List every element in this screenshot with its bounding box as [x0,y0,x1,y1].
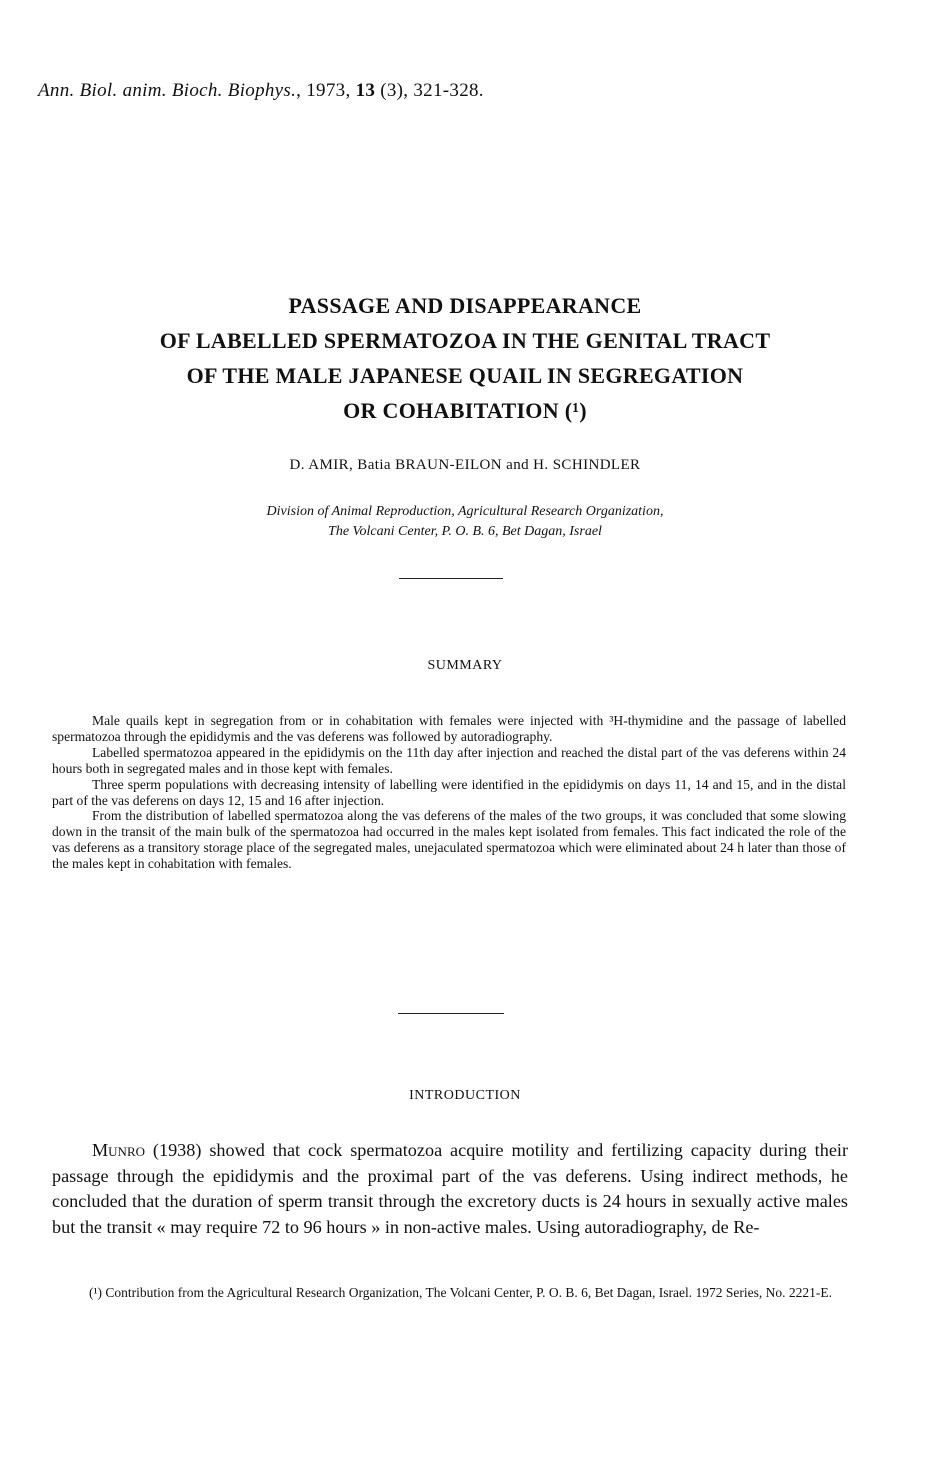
summary-heading: SUMMARY [427,658,503,673]
title-line-3: OF THE MALE JAPANESE QUAIL IN SEGREGATION [186,363,744,388]
summary-paragraph: Three sperm populations with decreasing intensity of labelling were identified in the epididymis on days 11, 14 and 15, and in the distal part of the vas deferens on days 12, 15 and 16 after injection. [52,776,846,808]
cited-author: Munro [92,1140,146,1160]
introduction-body [52,1138,848,1240]
citation-year: , 1973, [296,80,356,101]
affiliation-line-2: The Volcani Center, P. O. B. 6, Bet Dagan, Israel [328,524,602,539]
summary-paragraph: Male quails kept in segregation from or in cohabitation with females were injected with ³H-thymidine and the passage of labelled spermatozoa through the epididymis and the vas deferens was followed by autoradiography. [52,713,846,744]
citation-issue-pages: (3), 321-328. [375,80,484,101]
footnote-text: (¹) Contribution from the Agricultural Research Organization, The Volcani Center, P. O. B. 6, Bet Dagan, Israel. 1972 Series, No. 2221-E. [89,1285,832,1300]
journal-citation [38,80,484,102]
author-affiliation [0,502,930,542]
citation-volume: 13 [355,80,376,101]
summary-paragraph: Labelled spermatozoa appeared in the epididymis on the 11th day after injection and reached the distal part of the vas deferens within 24 hours both in segregated males and in those kept with females. [52,744,846,776]
title-line-2: OF LABELLED SPERMATOZOA IN THE GENITAL TRACT [159,328,771,353]
introduction-paragraph [52,1138,848,1240]
title-line-1: PASSAGE AND DISAPPEARANCE [288,293,642,318]
affiliation-line-1: Division of Animal Reproduction, Agricultural Research Organization, [266,504,664,519]
title-line-4: OR COHABITATION (¹) [343,398,587,423]
summary-paragraph: From the distribution of labelled spermatozoa along the vas deferens of the males of the two groups, it was concluded that some slowing down in the transit of the main bulk of the spermatozoa had occurred in the males kept isolated from females. This fact indicated the role of the vas deferens as a transitory storage place of the segregated males, unejaculated spermatozoa which were eliminated about 24 h later than those of the males kept in cohabitation with females. [52,808,846,872]
divider-rule [398,1013,504,1014]
introduction-heading: INTRODUCTION [409,1088,521,1103]
journal-name: Ann. Biol. anim. Bioch. Biophys. [38,80,297,101]
summary-body [52,713,846,872]
footnote [52,1284,848,1301]
article-title [40,288,890,428]
introduction-text: (1938) showed that cock spermatozoa acquire motility and fertilizing capacity during their passage through the epididymis and the proximal part of the vas deferens. Using indirect methods, he concluded that the duration of sperm transit through the excretory ducts is 24 hours in sexually active males but the transit « may require 72 to 96 hours » in non-active males. Using autoradiography, de Re- [52,1140,848,1237]
divider-rule [399,578,503,579]
author-list: D. AMIR, Batia BRAUN-EILON and H. SCHINDLER [289,457,641,473]
